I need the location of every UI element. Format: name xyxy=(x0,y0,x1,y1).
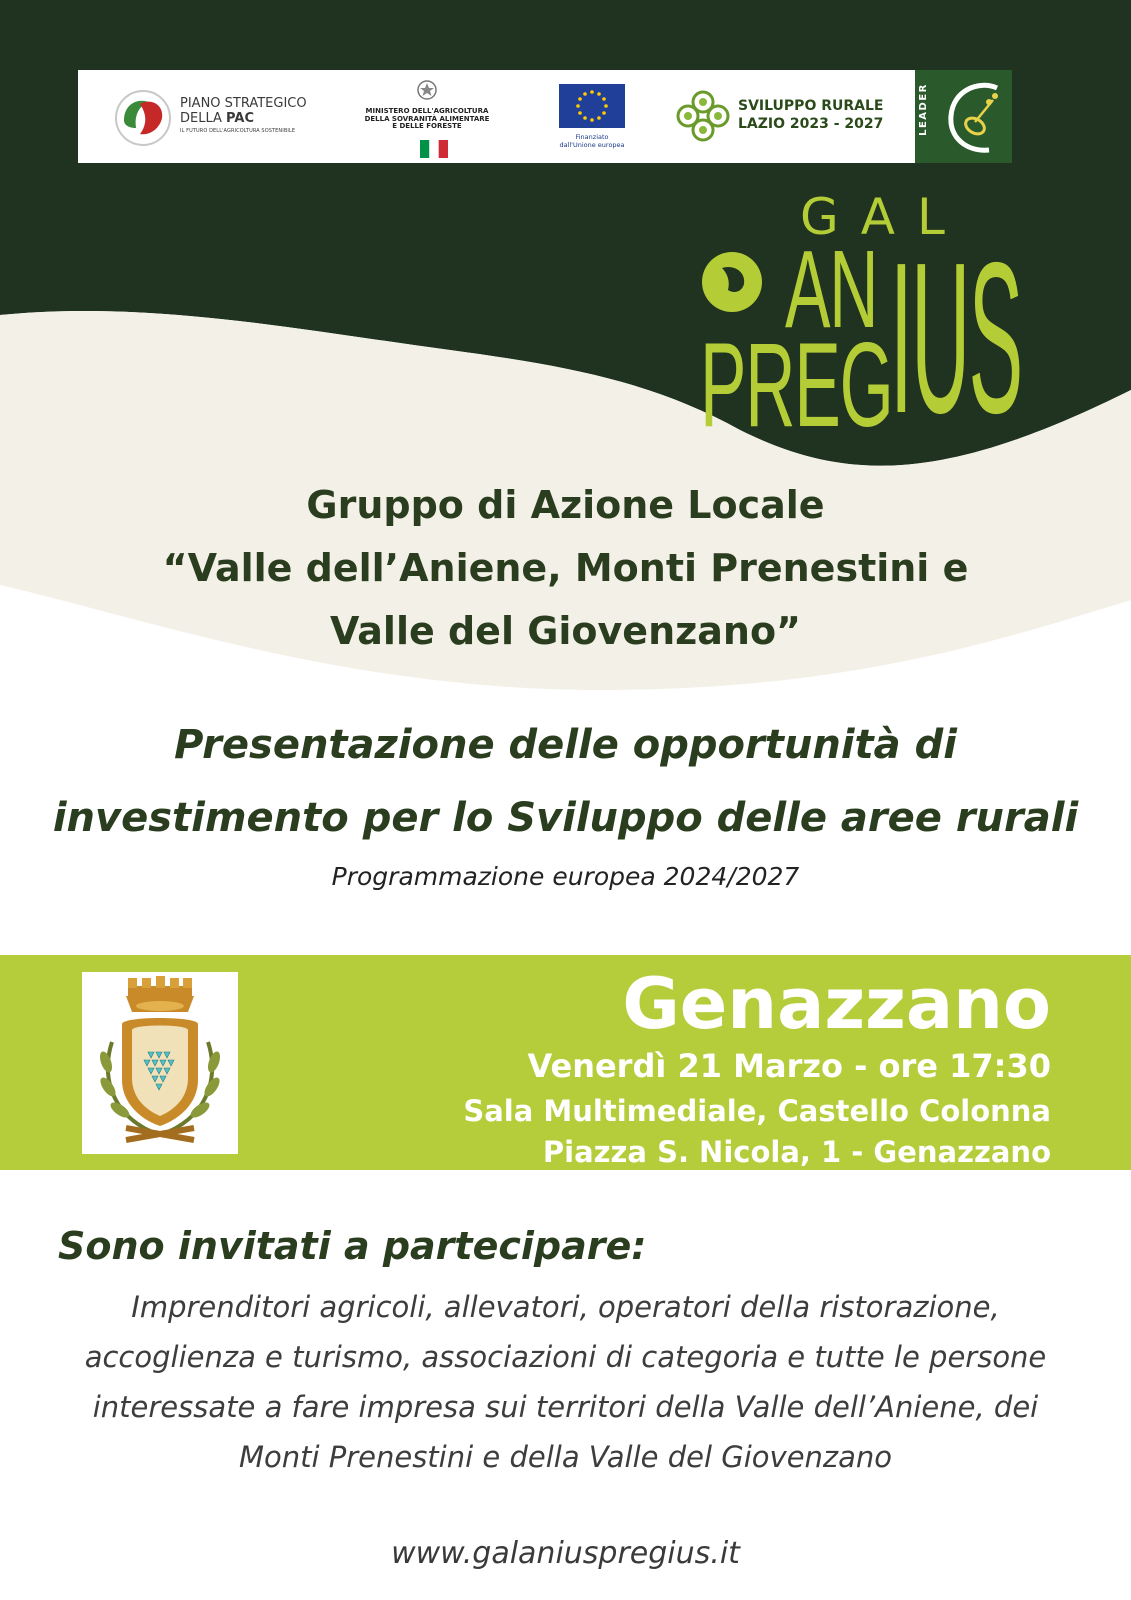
gal-title-line3: Valle del Giovenzano” xyxy=(329,609,802,653)
italian-flag-icon xyxy=(420,140,448,158)
invited-line1: Imprenditori agricoli, allevatori, operatori della ristorazione, xyxy=(131,1290,1000,1324)
ministry-line2: DELLA SOVRANITÀ ALIMENTARE xyxy=(364,114,490,123)
pac-logo-icon xyxy=(110,88,176,148)
ministry-line3: E DELLE FORESTE xyxy=(392,122,462,131)
programme-text: Programmazione europea 2024/2027 xyxy=(331,862,800,891)
gal-circle-icon xyxy=(700,250,764,314)
brand-preg: PREG xyxy=(700,318,893,452)
leader-logo xyxy=(915,70,1012,163)
genazzano-crest-icon xyxy=(82,972,238,1154)
event-venue-line2: Piazza S. Nicola, 1 - Genazzano xyxy=(542,1135,1051,1169)
gal-title-line1: Gruppo di Azione Locale xyxy=(306,483,825,527)
pac-bold: PAC xyxy=(226,111,254,126)
invited-line3: interessate a fare impresa sui territori della Valle dell’Aniene, dei xyxy=(92,1390,1039,1424)
gal-title-line2: “Valle dell’Aniene, Monti Prenestini e xyxy=(162,546,969,590)
event-venue-line1: Sala Multimediale, Castello Colonna xyxy=(463,1094,1051,1128)
clover-logo-icon xyxy=(672,86,734,146)
leader-text: LEADER xyxy=(917,83,929,136)
pac-tagline: IL FUTURO DELL'AGRICOLTURA SOSTENIBILE xyxy=(180,128,296,134)
event-date: Venerdì 21 Marzo - ore 17:30 xyxy=(527,1047,1051,1085)
pac-title-line1: PIANO STRATEGICO xyxy=(180,96,307,111)
eu-text xyxy=(542,134,642,150)
ministry-text xyxy=(352,108,502,131)
ministry-line1: MINISTERO DELL'AGRICOLTURA xyxy=(365,107,489,115)
eu-flag-icon xyxy=(559,84,625,128)
rural-line2: LAZIO 2023 - 2027 xyxy=(738,116,884,132)
pac-prefix: DELLA xyxy=(180,111,227,126)
website-link[interactable]: www.galaniuspregius.it xyxy=(391,1536,740,1571)
event-city: Genazzano xyxy=(622,963,1051,1045)
gal-wordmark: GAL xyxy=(800,188,967,246)
italian-emblem-icon xyxy=(416,78,438,102)
eu-line1: Finanziato xyxy=(575,133,609,141)
brand-ius: IUS xyxy=(890,217,1022,458)
presentation-line1: Presentazione delle opportunità di xyxy=(174,722,957,768)
crest-box xyxy=(82,972,238,1154)
invited-heading: Sono invitati a partecipare: xyxy=(58,1224,647,1268)
rural-line1: SVILUPPO RURALE xyxy=(738,98,884,114)
eu-line2: dall'Unione europea xyxy=(559,140,625,149)
pac-title-line2 xyxy=(180,112,254,126)
presentation-line2: investimento per lo Sviluppo delle aree rurali xyxy=(52,795,1079,841)
invited-line2: accoglienza e turismo, associazioni di categoria e tutte le persone xyxy=(84,1340,1047,1374)
invited-line4: Monti Prenestini e della Valle del Giovenzano xyxy=(238,1440,893,1474)
leader-sprout-icon xyxy=(939,76,1009,156)
brand-an: AN xyxy=(785,228,878,351)
